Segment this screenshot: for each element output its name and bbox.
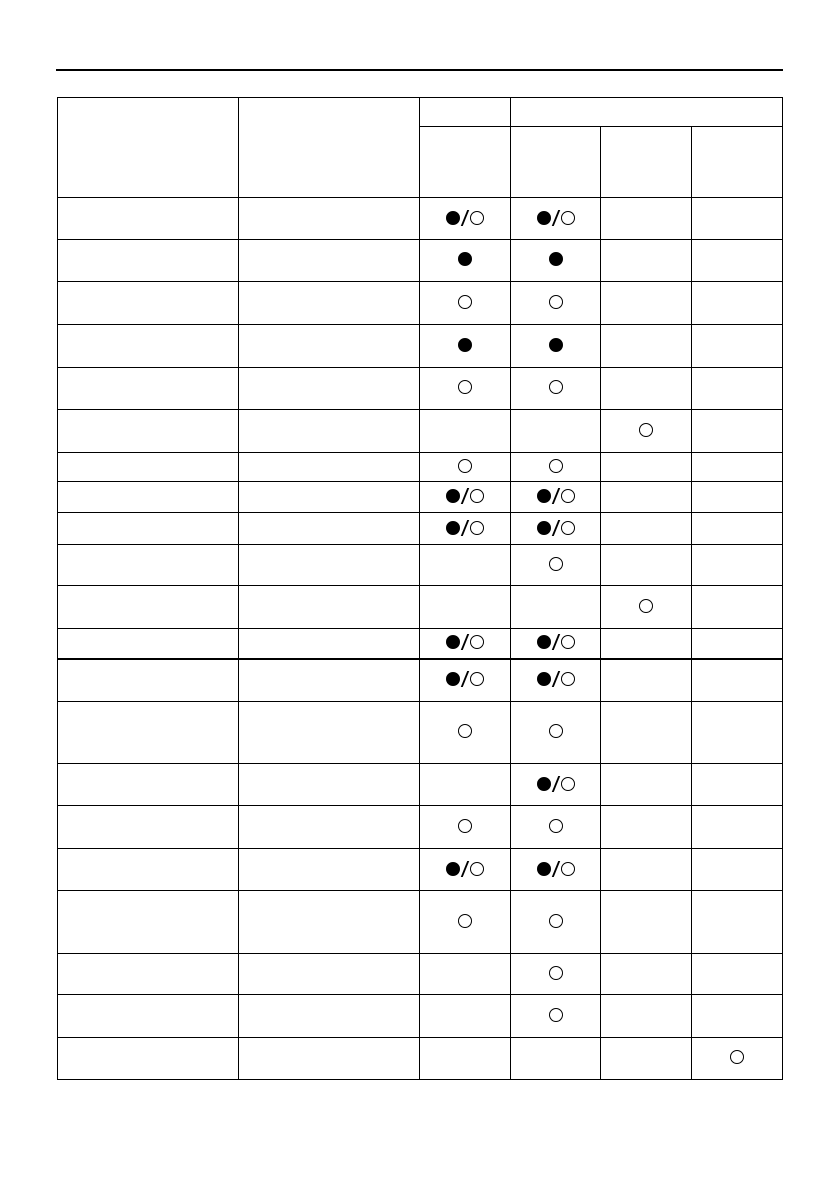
col-1-cell — [420, 702, 511, 764]
open-circle-icon — [470, 211, 484, 225]
open-circle-icon — [549, 724, 563, 738]
filled-or-open-marker — [446, 210, 484, 226]
open-circle-icon — [561, 489, 575, 503]
open-marker — [549, 380, 563, 394]
table-row — [58, 282, 783, 325]
filled-marker — [549, 252, 563, 266]
description-cell — [239, 240, 420, 282]
filled-or-open-marker — [537, 776, 575, 792]
col-4-cell — [692, 586, 783, 629]
table-row — [58, 764, 783, 806]
open-marker — [458, 914, 472, 928]
table-row — [58, 453, 783, 482]
open-circle-icon — [458, 819, 472, 833]
header-cell-col-2 — [511, 127, 601, 198]
header-cell-group-b — [511, 98, 783, 127]
description-cell — [239, 482, 420, 513]
col-1-cell — [420, 891, 511, 954]
col-2-cell — [511, 995, 601, 1038]
col-1-cell — [420, 410, 511, 453]
col-2-cell — [511, 368, 601, 410]
description-cell — [239, 325, 420, 368]
col-3-cell — [601, 453, 692, 482]
filled-circle-icon — [537, 521, 551, 535]
col-3-cell — [601, 586, 692, 629]
item-cell — [58, 513, 239, 545]
item-cell — [58, 586, 239, 629]
filled-marker — [549, 338, 563, 352]
open-marker — [549, 724, 563, 738]
open-circle-icon — [549, 819, 563, 833]
item-cell — [58, 659, 239, 702]
table-row — [58, 545, 783, 586]
description-cell — [239, 702, 420, 764]
table-row — [58, 410, 783, 453]
col-2-cell — [511, 891, 601, 954]
open-circle-icon — [561, 635, 575, 649]
item-cell — [58, 482, 239, 513]
table-row — [58, 1038, 783, 1080]
col-4-cell — [692, 545, 783, 586]
col-4-cell — [692, 806, 783, 849]
col-2-cell — [511, 482, 601, 513]
col-3-cell — [601, 995, 692, 1038]
open-circle-icon — [549, 295, 563, 309]
col-3-cell — [601, 368, 692, 410]
item-cell — [58, 410, 239, 453]
slash-icon — [461, 488, 469, 504]
table-row — [58, 240, 783, 282]
slash-icon — [461, 634, 469, 650]
col-4-cell — [692, 453, 783, 482]
col-1-cell — [420, 806, 511, 849]
col-4-cell — [692, 764, 783, 806]
slash-icon — [461, 861, 469, 877]
col-2-cell — [511, 764, 601, 806]
col-2-cell — [511, 410, 601, 453]
filled-circle-icon — [446, 489, 460, 503]
item-cell — [58, 240, 239, 282]
col-1-cell — [420, 764, 511, 806]
open-circle-icon — [458, 295, 472, 309]
open-circle-icon — [561, 777, 575, 791]
col-1-cell — [420, 954, 511, 995]
header-cell-description — [239, 98, 420, 198]
col-3-cell — [601, 325, 692, 368]
col-4-cell — [692, 891, 783, 954]
col-1-cell — [420, 659, 511, 702]
col-2-cell — [511, 513, 601, 545]
col-4-cell — [692, 954, 783, 995]
open-marker — [549, 966, 563, 980]
open-marker — [549, 1008, 563, 1022]
header-rule — [56, 69, 783, 71]
filled-or-open-marker — [446, 634, 484, 650]
description-cell — [239, 806, 420, 849]
item-cell — [58, 629, 239, 659]
filled-circle-icon — [549, 338, 563, 352]
table-row — [58, 995, 783, 1038]
filled-or-open-marker — [446, 861, 484, 877]
col-4-cell — [692, 513, 783, 545]
col-3-cell — [601, 806, 692, 849]
description-cell — [239, 513, 420, 545]
open-marker — [549, 914, 563, 928]
col-2-cell — [511, 1038, 601, 1080]
col-3-cell — [601, 513, 692, 545]
table-row — [58, 629, 783, 659]
open-circle-icon — [470, 635, 484, 649]
col-1-cell — [420, 453, 511, 482]
description-cell — [239, 1038, 420, 1080]
filled-or-open-marker — [537, 634, 575, 650]
item-cell — [58, 368, 239, 410]
col-2-cell — [511, 659, 601, 702]
col-3-cell — [601, 545, 692, 586]
open-circle-icon — [549, 557, 563, 571]
open-circle-icon — [561, 211, 575, 225]
col-2-cell — [511, 453, 601, 482]
slash-icon — [461, 671, 469, 687]
open-circle-icon — [458, 380, 472, 394]
item-cell — [58, 849, 239, 891]
col-1-cell — [420, 849, 511, 891]
item-cell — [58, 702, 239, 764]
filled-circle-icon — [537, 672, 551, 686]
open-marker — [458, 295, 472, 309]
open-circle-icon — [549, 380, 563, 394]
col-1-cell — [420, 513, 511, 545]
description-cell — [239, 629, 420, 659]
open-circle-icon — [458, 459, 472, 473]
item-cell — [58, 954, 239, 995]
col-2-cell — [511, 629, 601, 659]
item-cell — [58, 1038, 239, 1080]
open-circle-icon — [730, 1050, 744, 1064]
table-row — [58, 659, 783, 702]
open-circle-icon — [458, 724, 472, 738]
description-cell — [239, 659, 420, 702]
description-cell — [239, 410, 420, 453]
spec-table-body — [58, 98, 783, 1080]
table-row — [58, 586, 783, 629]
open-circle-icon — [470, 862, 484, 876]
description-cell — [239, 764, 420, 806]
col-4-cell — [692, 1038, 783, 1080]
slash-icon — [461, 210, 469, 226]
col-1-cell — [420, 545, 511, 586]
slash-icon — [551, 861, 559, 877]
table-row — [58, 482, 783, 513]
col-4-cell — [692, 325, 783, 368]
slash-icon — [551, 776, 559, 792]
description-cell — [239, 545, 420, 586]
header-cell-col-1 — [420, 127, 511, 198]
filled-circle-icon — [446, 211, 460, 225]
open-circle-icon — [639, 599, 653, 613]
filled-circle-icon — [537, 635, 551, 649]
col-1-cell — [420, 325, 511, 368]
filled-circle-icon — [537, 211, 551, 225]
open-circle-icon — [549, 459, 563, 473]
slash-icon — [551, 210, 559, 226]
col-3-cell — [601, 240, 692, 282]
col-4-cell — [692, 629, 783, 659]
col-4-cell — [692, 282, 783, 325]
filled-circle-icon — [458, 252, 472, 266]
filled-marker — [458, 252, 472, 266]
item-cell — [58, 995, 239, 1038]
open-circle-icon — [561, 862, 575, 876]
filled-or-open-marker — [446, 520, 484, 536]
open-circle-icon — [549, 966, 563, 980]
col-1-cell — [420, 995, 511, 1038]
filled-marker — [458, 338, 472, 352]
filled-or-open-marker — [446, 488, 484, 504]
col-4-cell — [692, 482, 783, 513]
col-4-cell — [692, 410, 783, 453]
col-2-cell — [511, 806, 601, 849]
filled-circle-icon — [537, 862, 551, 876]
col-2-cell — [511, 954, 601, 995]
table-row — [58, 368, 783, 410]
description-cell — [239, 282, 420, 325]
table-row — [58, 806, 783, 849]
item-cell — [58, 764, 239, 806]
header-cell-col-4 — [692, 127, 783, 198]
description-cell — [239, 586, 420, 629]
filled-circle-icon — [537, 489, 551, 503]
col-2-cell — [511, 240, 601, 282]
filled-or-open-marker — [537, 861, 575, 877]
spec-table — [57, 97, 783, 1080]
table-row — [58, 198, 783, 240]
item-cell — [58, 891, 239, 954]
col-4-cell — [692, 198, 783, 240]
col-2-cell — [511, 325, 601, 368]
col-3-cell — [601, 702, 692, 764]
col-3-cell — [601, 891, 692, 954]
open-circle-icon — [470, 672, 484, 686]
open-marker — [639, 423, 653, 437]
filled-or-open-marker — [446, 671, 484, 687]
filled-or-open-marker — [537, 488, 575, 504]
open-marker — [639, 599, 653, 613]
col-3-cell — [601, 954, 692, 995]
filled-circle-icon — [446, 672, 460, 686]
header-cell-group-a — [420, 98, 511, 127]
open-circle-icon — [639, 423, 653, 437]
description-cell — [239, 368, 420, 410]
open-circle-icon — [549, 914, 563, 928]
filled-circle-icon — [446, 862, 460, 876]
item-cell — [58, 198, 239, 240]
item-cell — [58, 806, 239, 849]
description-cell — [239, 198, 420, 240]
description-cell — [239, 995, 420, 1038]
col-4-cell — [692, 702, 783, 764]
col-3-cell — [601, 629, 692, 659]
item-cell — [58, 453, 239, 482]
col-2-cell — [511, 702, 601, 764]
col-3-cell — [601, 764, 692, 806]
description-cell — [239, 453, 420, 482]
open-marker — [549, 819, 563, 833]
col-2-cell — [511, 586, 601, 629]
col-3-cell — [601, 849, 692, 891]
table-row — [58, 325, 783, 368]
col-2-cell — [511, 545, 601, 586]
header-cell-item — [58, 98, 239, 198]
table-row — [58, 954, 783, 995]
col-1-cell — [420, 198, 511, 240]
open-circle-icon — [561, 521, 575, 535]
header-row-1 — [58, 98, 783, 127]
col-3-cell — [601, 1038, 692, 1080]
filled-circle-icon — [458, 338, 472, 352]
open-circle-icon — [458, 914, 472, 928]
open-marker — [730, 1050, 744, 1064]
col-4-cell — [692, 849, 783, 891]
col-3-cell — [601, 282, 692, 325]
open-circle-icon — [470, 521, 484, 535]
col-1-cell — [420, 368, 511, 410]
col-1-cell — [420, 586, 511, 629]
col-3-cell — [601, 482, 692, 513]
filled-circle-icon — [446, 635, 460, 649]
open-marker — [458, 819, 472, 833]
header-cell-col-3 — [601, 127, 692, 198]
slash-icon — [551, 671, 559, 687]
open-marker — [549, 557, 563, 571]
slash-icon — [551, 520, 559, 536]
filled-or-open-marker — [537, 671, 575, 687]
col-1-cell — [420, 629, 511, 659]
col-4-cell — [692, 368, 783, 410]
open-marker — [549, 459, 563, 473]
table-row — [58, 849, 783, 891]
open-circle-icon — [549, 1008, 563, 1022]
table-row — [58, 702, 783, 764]
filled-or-open-marker — [537, 520, 575, 536]
description-cell — [239, 849, 420, 891]
col-2-cell — [511, 849, 601, 891]
slash-icon — [551, 488, 559, 504]
filled-circle-icon — [537, 777, 551, 791]
open-marker — [458, 724, 472, 738]
description-cell — [239, 891, 420, 954]
filled-circle-icon — [446, 521, 460, 535]
open-circle-icon — [470, 489, 484, 503]
open-marker — [549, 295, 563, 309]
description-cell — [239, 954, 420, 995]
col-1-cell — [420, 240, 511, 282]
open-circle-icon — [561, 672, 575, 686]
open-marker — [458, 459, 472, 473]
col-1-cell — [420, 482, 511, 513]
table-row — [58, 891, 783, 954]
filled-circle-icon — [549, 252, 563, 266]
item-cell — [58, 325, 239, 368]
slash-icon — [551, 634, 559, 650]
col-4-cell — [692, 659, 783, 702]
col-1-cell — [420, 282, 511, 325]
col-2-cell — [511, 282, 601, 325]
col-2-cell — [511, 198, 601, 240]
slash-icon — [461, 520, 469, 536]
col-3-cell — [601, 198, 692, 240]
item-cell — [58, 282, 239, 325]
item-cell — [58, 545, 239, 586]
col-3-cell — [601, 659, 692, 702]
col-3-cell — [601, 410, 692, 453]
open-marker — [458, 380, 472, 394]
col-4-cell — [692, 240, 783, 282]
col-1-cell — [420, 1038, 511, 1080]
col-4-cell — [692, 995, 783, 1038]
table-row — [58, 513, 783, 545]
filled-or-open-marker — [537, 210, 575, 226]
